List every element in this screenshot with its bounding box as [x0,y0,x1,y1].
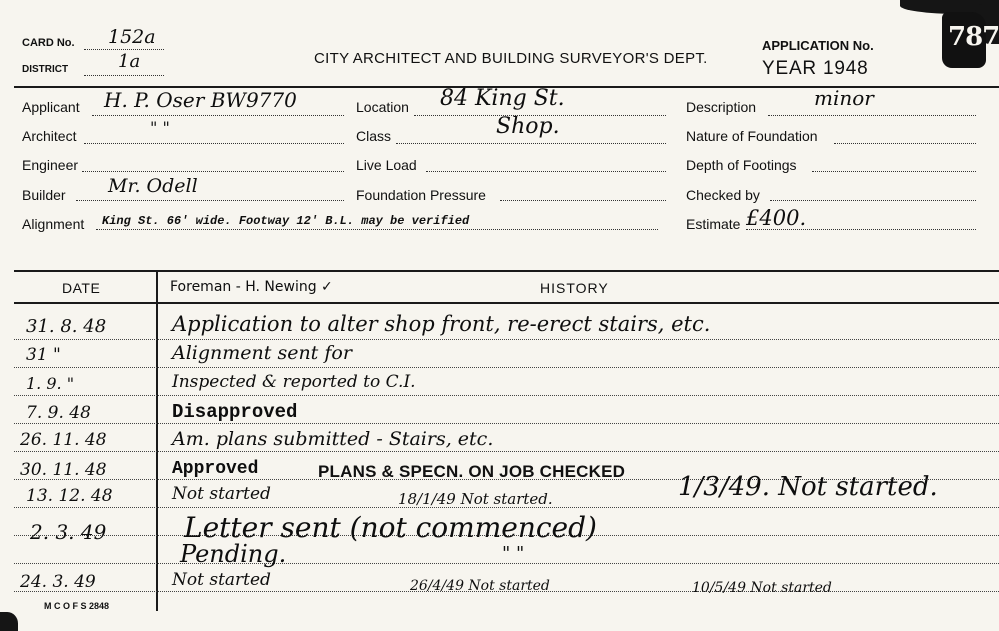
applicant-value: H. P. Oser BW9770 [104,88,297,112]
architect-label: Architect [22,128,77,144]
row-6-stamp: PLANS & SPECN. ON JOB CHECKED [318,462,626,481]
row-line [14,339,999,340]
row-7-date: 13. 12. 48 [26,486,113,506]
application-no-label: APPLICATION No. [762,38,874,53]
estimate-label: Estimate [686,216,741,232]
row-3-entry: Inspected & reported to C.I. [172,372,416,392]
architect-line [84,143,344,144]
class-value: Shop. [496,114,560,139]
row-1-date: 31. 8. 48 [26,316,107,337]
row-9-entry: Not started [172,570,271,590]
row-9-extra-1: 26/4/49 Not started [410,578,550,594]
class-label: Class [356,128,392,144]
form-code: M C O F S 2848 [44,601,110,611]
description-label: Description [686,99,757,115]
alignment-value: King St. 66' wide. Footway 12' B.L. may be verified [102,214,470,228]
row-8-entry: Letter sent (not commenced) [184,511,597,544]
table-top-rule [14,270,999,272]
row-8-ditto: " " [502,543,525,564]
card-no-value: 152a [108,26,156,48]
row-line [14,395,999,396]
row-4-entry: Disapproved [172,401,298,423]
row-3-date: 1. 9. " [26,374,75,393]
row-9-date: 24. 3. 49 [20,572,96,592]
location-label: Location [356,99,409,115]
checked-by-label: Checked by [686,187,760,203]
history-header: HISTORY [540,280,609,296]
live-load-line [426,171,666,172]
row-line [14,367,999,368]
foreman-note: Foreman - H. Newing ✓ [170,279,333,295]
table-column-divider [156,271,158,611]
estimate-value: £400. [746,206,807,230]
nature-of-foundation-label: Nature of Foundation [686,128,818,144]
row-8-date: 2. 3. 49 [30,520,107,544]
department-title: CITY ARCHITECT AND BUILDING SURVEYOR'S DEPT. [314,50,708,67]
row-5-date: 26. 11. 48 [20,430,107,450]
row-2-entry: Alignment sent for [172,342,352,364]
row-9-extra-2: 10/5/49 Not started [692,580,832,596]
row-7-extra-2: 1/3/49. Not started. [678,472,938,502]
nature-of-foundation-line [834,143,976,144]
row-6-date: 30. 11. 48 [20,460,107,480]
engineer-line [82,171,344,172]
builder-line [76,200,344,201]
row-4-date: 7. 9. 48 [26,403,91,423]
location-value: 84 King St. [440,86,565,111]
row-1-entry: Application to alter shop front, re-erect stairs, etc. [172,312,711,336]
applicant-line [92,115,344,116]
row-7-entry: Not started [172,484,271,504]
checked-by-line [770,200,976,201]
table-header-rule [14,302,999,304]
builder-value: Mr. Odell [108,175,198,197]
row-7-extra-1: 18/1/49 Not started. [398,490,553,508]
district-line [84,75,164,76]
date-header: DATE [62,280,101,296]
ink-smudge [0,612,18,631]
applicant-label: Applicant [22,99,80,115]
row-5-entry: Am. plans submitted - Stairs, etc. [172,428,494,450]
row-line [14,451,999,452]
row-line [14,423,999,424]
engineer-label: Engineer [22,157,79,173]
row-8-entry-2: Pending. [180,540,287,568]
district-value: 1a [118,51,141,72]
row-2-date: 31 " [26,345,61,365]
alignment-label: Alignment [22,216,85,232]
description-value: minor [814,86,874,110]
application-number-value: 787 [948,22,999,52]
depth-of-footings-line [812,171,976,172]
architect-value: " " [150,118,170,137]
foundation-pressure-label: Foundation Pressure [356,187,486,203]
row-6-entry: Approved [172,459,259,479]
district-label: DISTRICT [22,64,69,75]
card-no-label: CARD No. [22,37,75,49]
description-line [768,115,976,116]
foundation-pressure-line [500,200,666,201]
live-load-label: Live Load [356,157,417,173]
card-no-line [84,49,164,50]
class-line [396,143,666,144]
alignment-line [96,229,658,230]
builder-label: Builder [22,187,66,203]
depth-of-footings-label: Depth of Footings [686,157,797,173]
year-label: YEAR 1948 [762,58,869,79]
